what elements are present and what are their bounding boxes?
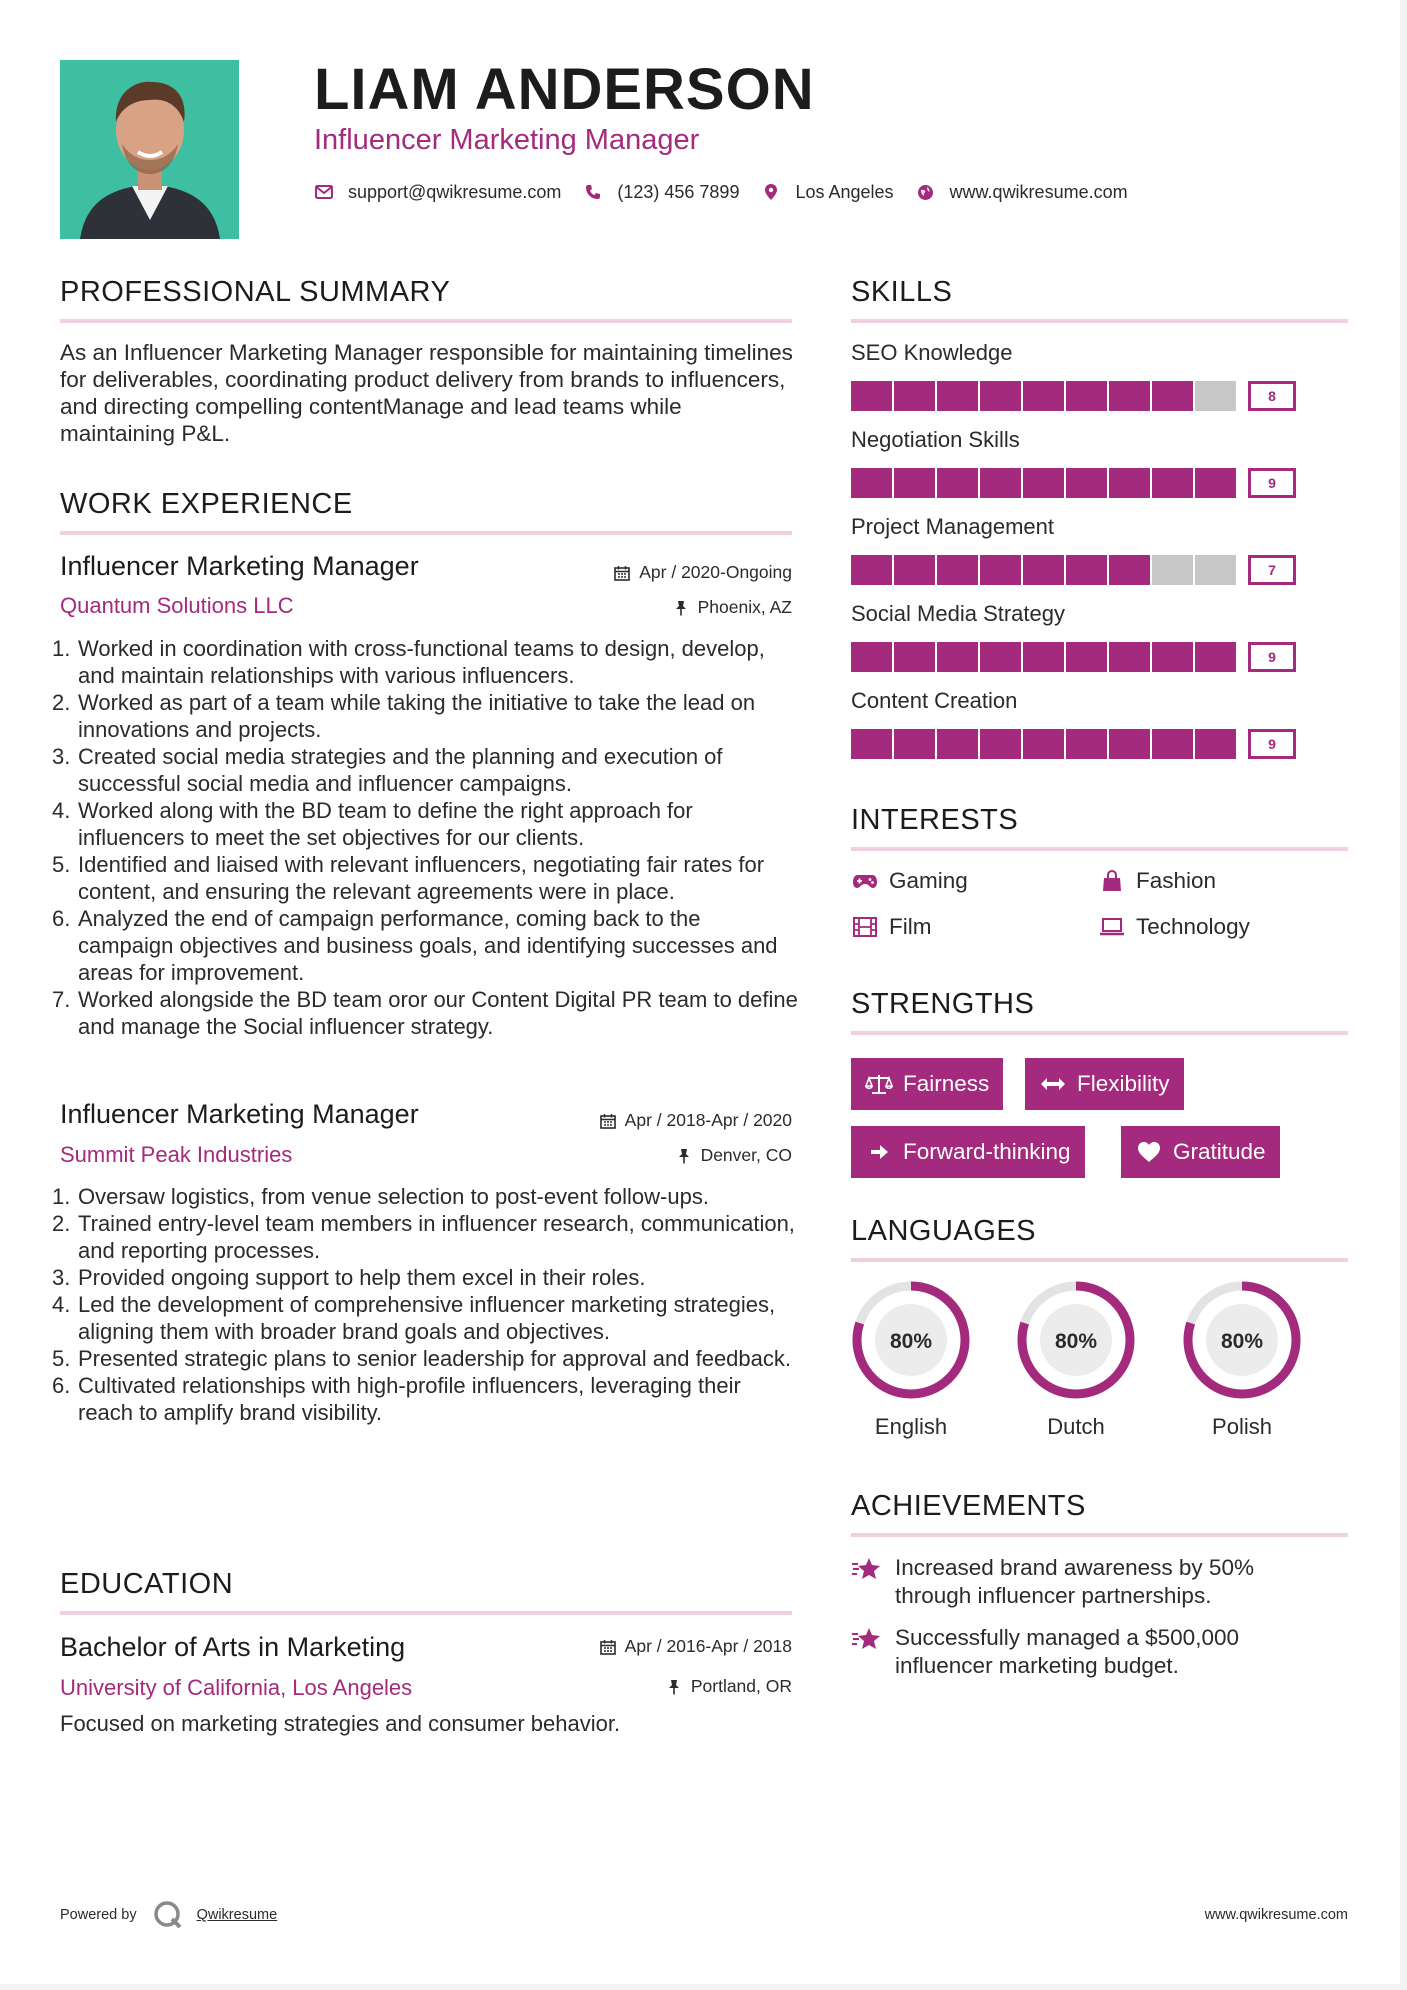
job-dates [599, 1110, 792, 1131]
experience-heading: WORK EXPERIENCE [60, 488, 353, 520]
list-item: 4. Led the development of comprehensive influencer marketing strategies, aligning them with broader brand goals and objectives. [52, 1292, 776, 1344]
balance-scale-icon [865, 1072, 893, 1096]
job-title: Influencer Marketing Manager [60, 1099, 419, 1129]
envelope-icon [314, 182, 334, 202]
education-dates [599, 1636, 792, 1657]
experience-divider [60, 531, 792, 535]
laptop-icon [1098, 915, 1126, 939]
candidate-title: Influencer Marketing Manager [314, 124, 700, 156]
contact-website[interactable] [916, 182, 1128, 203]
list-item: 7. Worked alongside the BD team oror our Content Digital PR team to define and manage the Social influencer strategy. [52, 987, 798, 1039]
skill-bar-segment [1066, 555, 1109, 585]
job-bullet-list [52, 1183, 798, 1426]
skill-bar-segment [1152, 555, 1195, 585]
film-icon [851, 915, 879, 939]
skill-bar-segment [1195, 729, 1238, 759]
skill-bar-segment [980, 729, 1023, 759]
calendar-icon [599, 1112, 617, 1130]
list-item: 2. Worked as part of a team while taking the initiative to take the lead on innovations and projects. [52, 690, 756, 742]
strength-label: Forward-thinking [903, 1139, 1071, 1164]
strength-label: Fairness [903, 1071, 990, 1096]
star-achievement-icon [851, 1624, 885, 1680]
education-dates-text: Apr / 2016-Apr / 2018 [624, 1636, 792, 1656]
list-item: 3. Provided ongoing support to help them excel in their roles. [52, 1265, 646, 1290]
language-item [1014, 1278, 1138, 1440]
language-progress-ring [1180, 1278, 1304, 1402]
achievement-item [851, 1554, 1301, 1610]
language-item [1180, 1278, 1304, 1440]
skills-heading: SKILLS [851, 276, 953, 308]
skill-bar-segment [1109, 381, 1152, 411]
list-item: 5. Presented strategic plans to senior leadership for approval and feedback. [52, 1346, 791, 1371]
strengths-heading: STRENGTHS [851, 988, 1035, 1020]
shopping-bag-icon [1098, 869, 1126, 893]
degree-title: Bachelor of Arts in Marketing [60, 1632, 406, 1662]
pushpin-icon [672, 599, 690, 617]
achievement-text: Increased brand awareness by 50% through influencer partnerships. [895, 1555, 1254, 1608]
skill-bar-segment [937, 468, 980, 498]
contact-email-text: support@qwikresume.com [348, 181, 562, 202]
interest-item-film [851, 914, 931, 940]
contact-website-text: www.qwikresume.com [949, 181, 1128, 202]
skill-bar-segment [1152, 381, 1195, 411]
strength-badge-fairness [851, 1058, 1003, 1110]
language-item [849, 1278, 973, 1440]
list-item: 5. Identified and liaised with relevant influencers, negotiating fair rates for content, and ensuring the relevant agreements were in place. [52, 852, 765, 904]
skill-bar-segment [851, 729, 894, 759]
skill-bar-segment [1109, 468, 1152, 498]
skill-bar-segment [1195, 468, 1238, 498]
list-item: 1. Oversaw logistics, from venue selection to post-event follow-ups. [52, 1184, 709, 1209]
skill-bar-segment [1066, 468, 1109, 498]
pushpin-icon [665, 1678, 683, 1696]
skill-bar-segment [937, 642, 980, 672]
globe-icon [916, 182, 936, 202]
education-location [665, 1676, 792, 1697]
strength-badge-gratitude [1121, 1126, 1280, 1178]
job-dates [613, 562, 792, 583]
interest-item-gaming [851, 868, 968, 894]
skill-bar-segment [980, 642, 1023, 672]
skill-bar-segment [1195, 555, 1238, 585]
job-company: Summit Peak Industries [60, 1142, 293, 1167]
list-item: 4. Worked along with the BD team to define the right approach for influencers to meet the set objectives for our clients. [52, 798, 693, 850]
language-percent: 80% [1054, 1330, 1098, 1353]
skill-bar-segment [894, 468, 937, 498]
skill-bar-segment [1023, 642, 1066, 672]
education-location-text: Portland, OR [690, 1676, 792, 1696]
skill-label: Negotiation Skills [851, 427, 1020, 452]
school-name: University of California, Los Angeles [60, 1675, 413, 1700]
skill-bar [851, 729, 1346, 759]
interest-label: Gaming [889, 868, 968, 893]
contact-phone[interactable] [583, 182, 739, 203]
skill-bar-segment [980, 381, 1023, 411]
skill-bar-segment [1023, 729, 1066, 759]
interests-divider [851, 847, 1348, 851]
skill-bar-segment [851, 555, 894, 585]
education-description: Focused on marketing strategies and consumer behavior. [60, 1711, 621, 1736]
qwikresume-link[interactable]: Qwikresume [196, 1907, 278, 1923]
job-location-text: Phoenix, AZ [697, 597, 792, 617]
footer-url[interactable]: www.qwikresume.com [1204, 1907, 1348, 1923]
skill-bar-segment [894, 381, 937, 411]
phone-icon [583, 182, 603, 202]
list-item: 1. Worked in coordination with cross-functional teams to design, develop, and maintain relationships with various influencers. [52, 636, 765, 688]
job-company: Quantum Solutions LLC [60, 593, 294, 618]
job-location [672, 597, 792, 618]
skill-label: Project Management [851, 514, 1054, 539]
contact-location [761, 182, 893, 203]
language-progress-ring [1014, 1278, 1138, 1402]
strength-badge-flexibility [1025, 1058, 1184, 1110]
job-title: Influencer Marketing Manager [60, 551, 419, 581]
qwikresume-logo-icon [153, 1900, 183, 1930]
languages-heading: LANGUAGES [851, 1215, 1036, 1247]
job-location-text: Denver, CO [700, 1145, 792, 1165]
skill-bar-segment [1066, 729, 1109, 759]
contact-email[interactable] [314, 182, 561, 203]
achievements-divider [851, 1533, 1348, 1537]
skill-bar-segment [1109, 642, 1152, 672]
skills-divider [851, 319, 1348, 323]
contact-phone-text: (123) 456 7899 [617, 181, 740, 202]
skill-bar-segment [894, 642, 937, 672]
language-name: English [874, 1414, 948, 1439]
skill-label: Content Creation [851, 688, 1018, 713]
skill-bar-segment [1152, 468, 1195, 498]
skill-bar-segment [1109, 555, 1152, 585]
skill-label: SEO Knowledge [851, 340, 1013, 365]
list-item: 6. Analyzed the end of campaign performance, coming back to the campaign objectives and business goals, and identifying successes and areas for improvement. [52, 906, 778, 985]
arrow-right-icon [865, 1140, 893, 1164]
skill-bar-segment [851, 468, 894, 498]
list-item: 2. Trained entry-level team members in influencer research, communication, and reporting processes. [52, 1211, 795, 1263]
job-location [675, 1145, 792, 1166]
skill-score: 8 [1248, 381, 1296, 411]
summary-divider [60, 319, 792, 323]
skill-bar [851, 642, 1346, 672]
skill-bar-segment [1109, 729, 1152, 759]
skill-bar-segment [1066, 642, 1109, 672]
languages-divider [851, 1258, 1348, 1262]
language-percent: 80% [889, 1330, 933, 1353]
skill-score: 9 [1248, 642, 1296, 672]
interests-heading: INTERESTS [851, 804, 1019, 836]
list-item: 3. Created social media strategies and the planning and execution of successful social media and influencer campaigns. [52, 744, 723, 796]
interest-item-fashion [1098, 868, 1216, 894]
achievement-item [851, 1624, 1301, 1680]
interest-label: Film [889, 914, 932, 939]
skill-label: Social Media Strategy [851, 601, 1065, 626]
star-achievement-icon [851, 1554, 885, 1610]
skill-bar [851, 381, 1346, 411]
skill-bar-segment [937, 729, 980, 759]
education-divider [60, 1611, 792, 1615]
strength-badge-forward-thinking [851, 1126, 1085, 1178]
summary-text: As an Influencer Marketing Manager responsible for maintaining timelines for deliverables, coordinating product delivery from brands to influencers, and directing compelling contentManage and lead teams while maintaining P&L. [60, 340, 793, 446]
footer-powered-by [60, 1900, 277, 1930]
language-name: Dutch [1047, 1414, 1105, 1439]
skill-bar-segment [894, 555, 937, 585]
skill-bar-segment [937, 555, 980, 585]
skill-bar-segment [851, 642, 894, 672]
profile-photo [60, 60, 239, 239]
strength-label: Flexibility [1077, 1071, 1170, 1096]
interest-label: Fashion [1136, 868, 1217, 893]
strength-label: Gratitude [1173, 1139, 1266, 1164]
skill-bar-segment [1023, 468, 1066, 498]
skill-bar-segment [1023, 381, 1066, 411]
strengths-divider [851, 1031, 1348, 1035]
heart-icon [1135, 1140, 1163, 1164]
skill-bar [851, 555, 1346, 585]
summary-heading: PROFESSIONAL SUMMARY [60, 276, 451, 308]
skill-bar-segment [1152, 642, 1195, 672]
education-heading: EDUCATION [60, 1568, 234, 1600]
language-name: Polish [1212, 1414, 1272, 1439]
skill-bar-segment [1066, 381, 1109, 411]
interest-label: Technology [1136, 914, 1250, 939]
calendar-icon [599, 1638, 617, 1656]
gamepad-icon [851, 869, 879, 893]
skill-score: 9 [1248, 729, 1296, 759]
job-dates-text: Apr / 2018-Apr / 2020 [624, 1110, 792, 1130]
map-pin-icon [761, 182, 781, 202]
job-bullet-list [52, 635, 798, 1040]
job-dates-text: Apr / 2020-Ongoing [639, 562, 792, 582]
skill-bar-segment [1195, 381, 1238, 411]
powered-by-label: Powered by [60, 1907, 137, 1923]
arrows-horizontal-icon [1039, 1072, 1067, 1096]
achievement-text: Successfully managed a $500,000 influencer marketing budget. [895, 1625, 1239, 1678]
skill-bar [851, 468, 1346, 498]
skill-score: 9 [1248, 468, 1296, 498]
skill-bar-segment [980, 468, 1023, 498]
pushpin-icon [675, 1147, 693, 1165]
language-percent: 80% [1220, 1330, 1264, 1353]
skill-bar-segment [1023, 555, 1066, 585]
calendar-icon [613, 564, 631, 582]
contact-location-text: Los Angeles [795, 181, 894, 202]
skill-bar-segment [1152, 729, 1195, 759]
skill-bar-segment [894, 729, 937, 759]
skill-bar-segment [980, 555, 1023, 585]
skill-bar-segment [1195, 642, 1238, 672]
contact-bar [314, 178, 1150, 206]
skill-bar-segment [851, 381, 894, 411]
skill-score: 7 [1248, 555, 1296, 585]
interest-item-technology [1098, 914, 1250, 940]
language-progress-ring [849, 1278, 973, 1402]
list-item: 6. Cultivated relationships with high-profile influencers, leveraging their reach to amplify brand visibility. [52, 1373, 741, 1425]
skill-bar-segment [937, 381, 980, 411]
achievements-heading: ACHIEVEMENTS [851, 1490, 1086, 1522]
candidate-name: LIAM ANDERSON [314, 57, 815, 122]
